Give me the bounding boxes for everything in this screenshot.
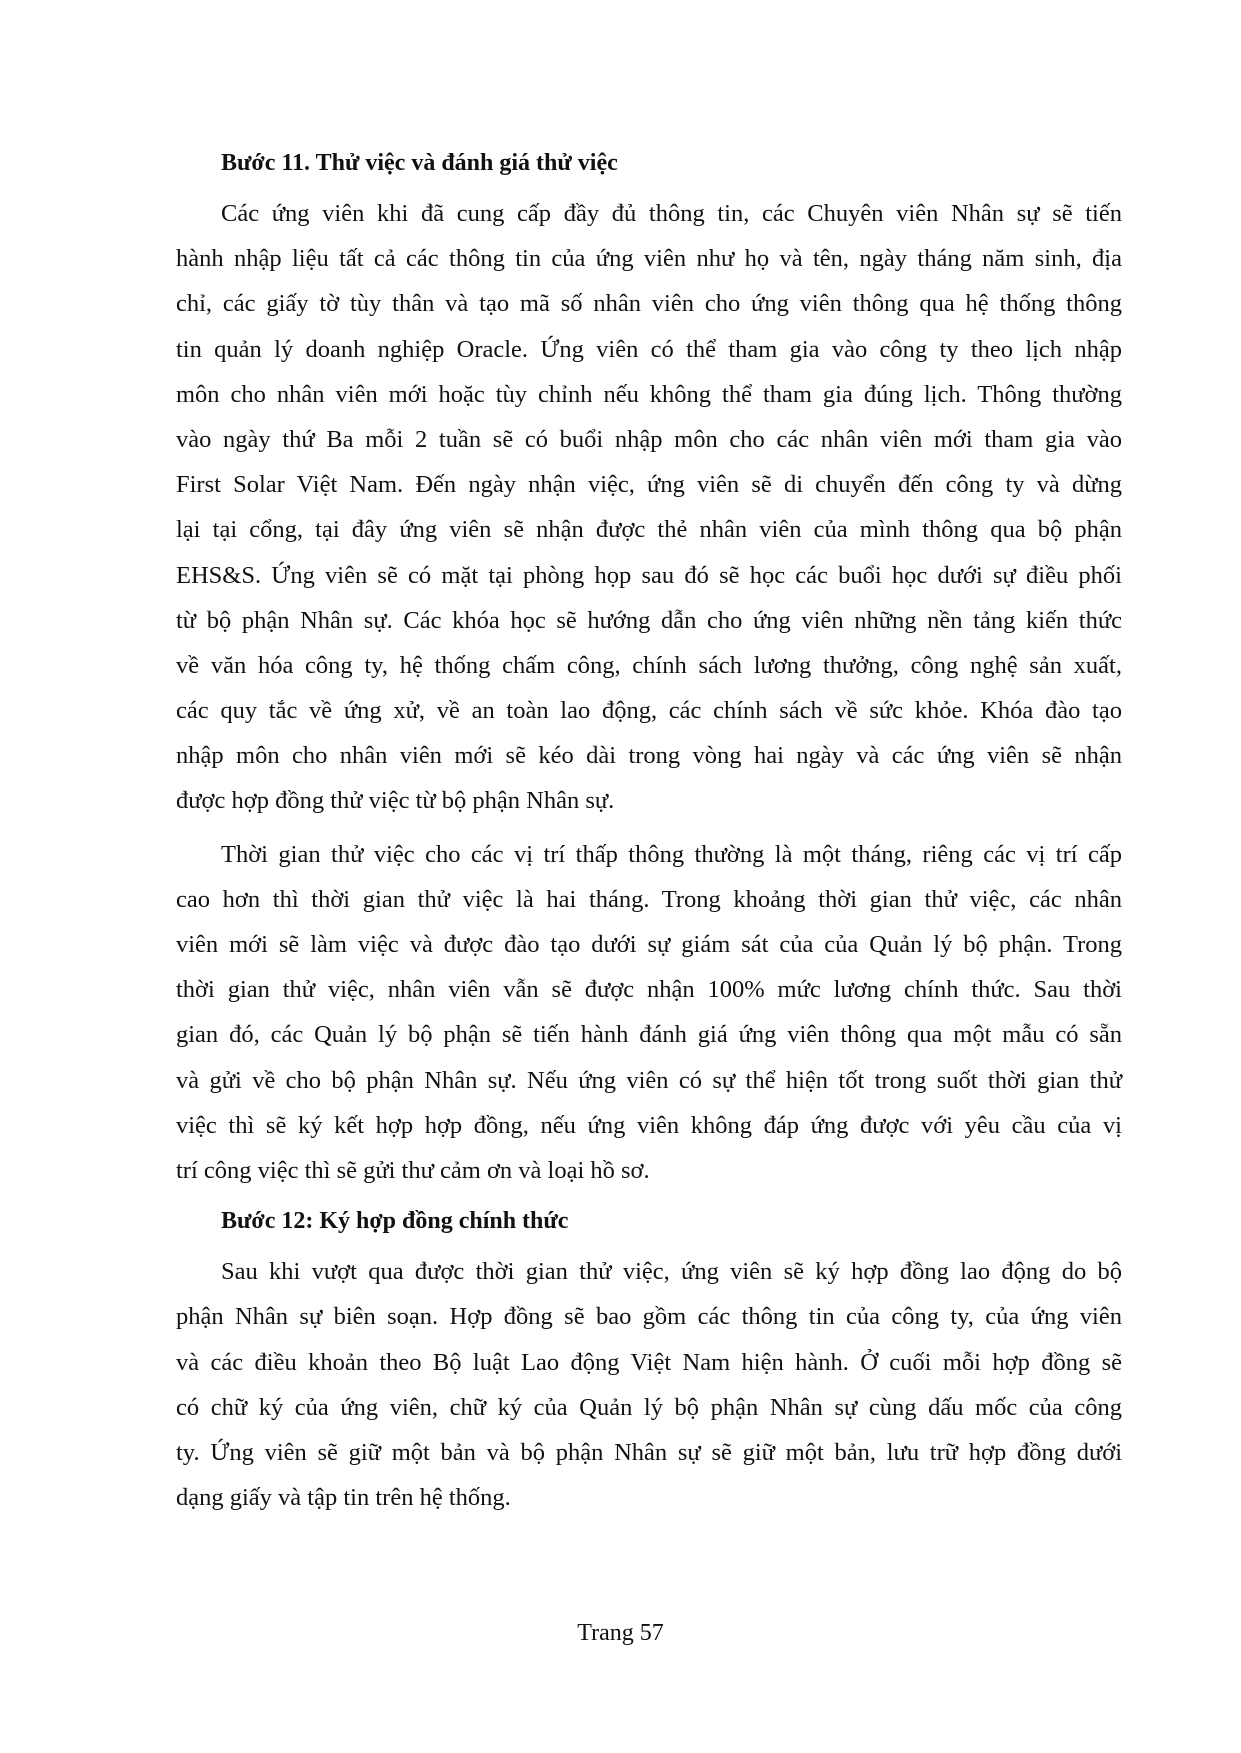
text-line: vào ngày thứ Ba mỗi 2 tuần sẽ có buổi nhập môn cho các nhân viên mới tham gia vào — [176, 425, 1122, 453]
text-line: cao hơn thì thời gian thử việc là hai tháng. Trong khoảng thời gian thử việc, các nhân — [176, 885, 1122, 913]
text-line: phận Nhân sự biên soạn. Hợp đồng sẽ bao gồm các thông tin của công ty, của ứng viên — [176, 1303, 1122, 1331]
text-line: gian đó, các Quản lý bộ phận sẽ tiến hành đánh giá ứng viên thông qua một mẫu có sẵn — [176, 1021, 1122, 1049]
text-line: First Solar Việt Nam. Đến ngày nhận việc, ứng viên sẽ di chuyển đến công ty và dừng — [176, 471, 1122, 499]
text-line: chỉ, các giấy tờ tùy thân và tạo mã số nhân viên cho ứng viên thông qua hệ thống thông — [176, 290, 1122, 318]
text-line: tin quản lý doanh nghiệp Oracle. Ứng viên có thể tham gia vào công ty theo lịch nhập — [176, 335, 1122, 363]
text-line: Các ứng viên khi đã cung cấp đầy đủ thông tin, các Chuyên viên Nhân sự sẽ tiến — [221, 200, 1122, 227]
text-line: hành nhập liệu tất cả các thông tin của ứng viên như họ và tên, ngày tháng năm sinh, địa — [176, 245, 1122, 273]
paragraph — [176, 832, 1122, 1194]
text-line: Sau khi vượt qua được thời gian thử việc, ứng viên sẽ ký hợp đồng lao động do bộ — [221, 1258, 1122, 1286]
text-line: thời gian thử việc, nhân viên vẫn sẽ được nhận 100% mức lương chính thức. Sau thời — [176, 976, 1122, 1004]
page-content — [176, 143, 1122, 1528]
paragraph — [176, 1249, 1122, 1520]
section-heading: Bước 11. Thử việc và đánh giá thử việc — [221, 150, 618, 176]
text-line: ty. Ứng viên sẽ giữ một bản và bộ phận Nhân sự sẽ giữ một bản, lưu trữ hợp đồng dưới — [176, 1438, 1122, 1466]
text-line: các quy tắc về ứng xử, về an toàn lao động, các chính sách về sức khỏe. Khóa đào tạo — [176, 697, 1122, 725]
text-line: từ bộ phận Nhân sự. Các khóa học sẽ hướng dẫn cho ứng viên những nền tảng kiến thức — [176, 606, 1122, 634]
text-line: môn cho nhân viên mới hoặc tùy chỉnh nếu không thể tham gia đúng lịch. Thông thường — [176, 380, 1122, 408]
text-line: trí công việc thì sẽ gửi thư cảm ơn và loại hồ sơ. — [176, 1156, 650, 1184]
section-heading: Bước 12: Ký hợp đồng chính thức — [221, 1208, 569, 1235]
text-line: Thời gian thử việc cho các vị trí thấp thông thường là một tháng, riêng các vị trí cấp — [221, 840, 1122, 868]
text-line: và các điều khoản theo Bộ luật Lao động Việt Nam hiện hành. Ở cuối mỗi hợp đồng sẽ — [176, 1348, 1122, 1376]
page-number: Trang 57 — [577, 1620, 664, 1646]
paragraph — [176, 191, 1122, 824]
text-line: viên mới sẽ làm việc và được đào tạo dưới sự giám sát của của Quản lý bộ phận. Trong — [176, 931, 1122, 958]
text-line: việc thì sẽ ký kết hợp hợp đồng, nếu ứng viên không đáp ứng được với yêu cầu của vị — [176, 1111, 1122, 1139]
text-line: lại tại cổng, tại đây ứng viên sẽ nhận được thẻ nhân viên của mình thông qua bộ phận — [176, 516, 1122, 544]
text-line: được hợp đồng thử việc từ bộ phận Nhân sự. — [176, 787, 615, 815]
text-line: và gửi về cho bộ phận Nhân sự. Nếu ứng viên có sự thể hiện tốt trong suốt thời gian thử — [176, 1066, 1122, 1094]
text-line: nhập môn cho nhân viên mới sẽ kéo dài trong vòng hai ngày và các ứng viên sẽ nhận — [176, 742, 1122, 770]
text-line: dạng giấy và tập tin trên hệ thống. — [176, 1484, 511, 1512]
text-line: EHS&S. Ứng viên sẽ có mặt tại phòng họp sau đó sẽ học các buổi học dưới sự điều phối — [176, 561, 1122, 589]
text-line: có chữ ký của ứng viên, chữ ký của Quản lý bộ phận Nhân sự cùng dấu mốc của công — [176, 1393, 1122, 1421]
text-line: về văn hóa công ty, hệ thống chấm công, chính sách lương thưởng, công nghệ sản xuất, — [176, 651, 1122, 679]
